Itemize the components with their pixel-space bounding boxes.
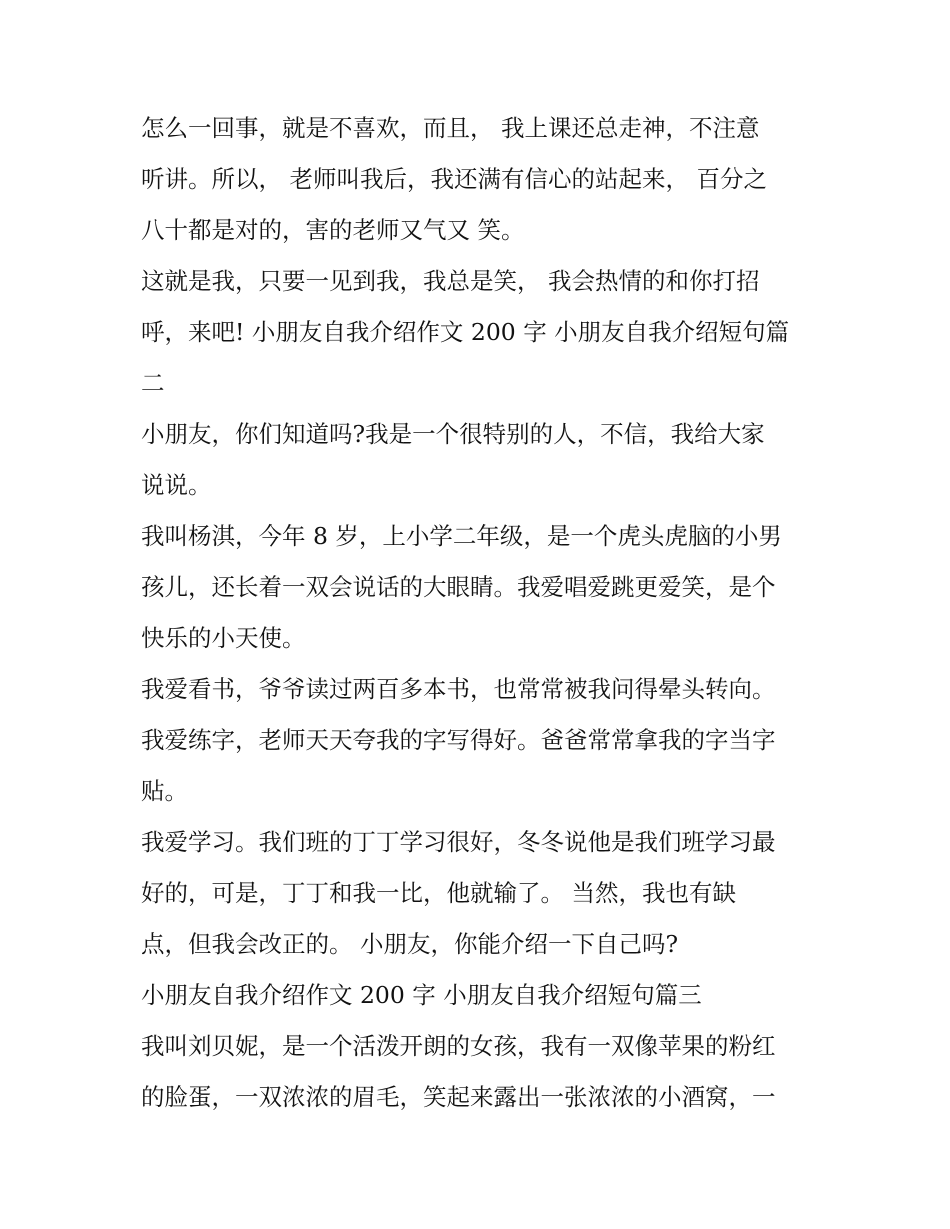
text-line: 小朋友自我介绍作文 200 字 小朋友自我介绍短句篇三 <box>141 981 702 1009</box>
text-line: 我叫杨淇，今年 8 岁，上小学二年级，是一个虎头虎脑的小男 <box>141 522 782 550</box>
text-line: 说说。 <box>141 471 212 499</box>
text-line: 孩儿，还长着一双会说话的大眼睛。我爱唱爱跳更爱笑，是个 <box>141 573 776 601</box>
text-line: 的脸蛋，一双浓浓的眉毛，笑起来露出一张浓浓的小酒窝，一 <box>141 1083 776 1111</box>
text-line: 我叫刘贝妮，是一个活泼开朗的女孩，我有一双像苹果的粉红 <box>141 1032 776 1060</box>
text-line: 我爱练字，老师天天夸我的字写得好。爸爸常常拿我的字当字 <box>141 726 776 754</box>
text-line: 我爱看书，爷爷读过两百多本书，也常常被我问得晕头转向。 <box>141 675 776 703</box>
text-line: 好的，可是，丁丁和我一比，他就输了。 当然，我也有缺 <box>141 879 736 907</box>
text-line: 贴。 <box>141 777 188 805</box>
text-line: 呼，来吧! 小朋友自我介绍作文 200 字 小朋友自我介绍短句篇 <box>141 318 790 346</box>
text-line: 怎么一回事，就是不喜欢，而且， 我上课还总走神，不注意 <box>141 114 760 142</box>
text-line: 我爱学习。我们班的丁丁学习很好，冬冬说他是我们班学习最 <box>141 828 776 856</box>
text-line: 这就是我，只要一见到我，我总是笑， 我会热情的和你打招 <box>141 267 760 295</box>
document-body <box>141 103 821 1123</box>
text-line: 快乐的小天使。 <box>141 624 306 652</box>
text-line: 小朋友，你们知道吗?我是一个很特别的人，不信，我给大家 <box>141 420 765 448</box>
text-line: 二 <box>141 369 165 397</box>
text-line: 点，但我会改正的。 小朋友，你能介绍一下自己吗? <box>141 930 679 958</box>
text-line: 听讲。所以， 老师叫我后，我还满有信心的站起来， 百分之 <box>141 165 767 193</box>
text-line: 八十都是对的，害的老师又气又 笑。 <box>141 216 525 244</box>
